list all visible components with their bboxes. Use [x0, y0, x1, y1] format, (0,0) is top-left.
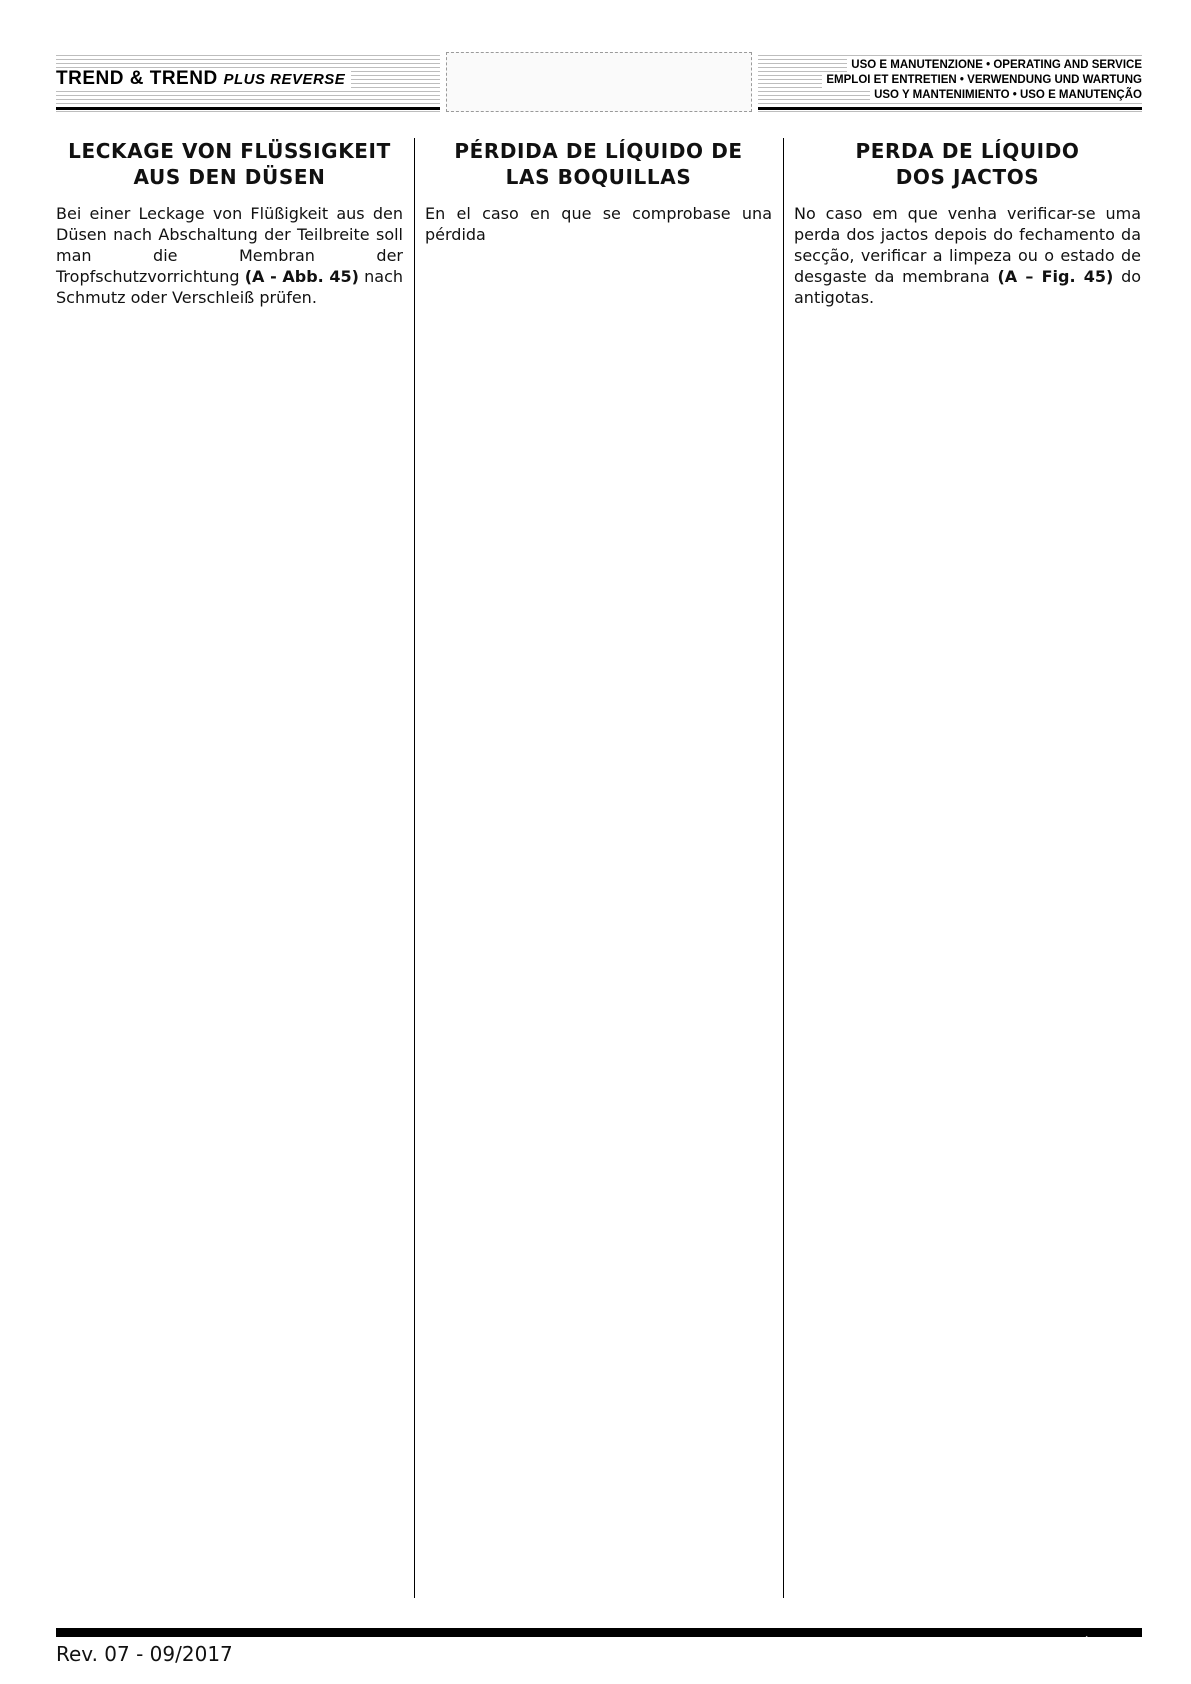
- body-text: do antigotas.: [794, 267, 1142, 307]
- body-text: nach Schmutz oder Verschleiß prüfen.: [56, 267, 404, 307]
- column-divider: [783, 138, 784, 1598]
- product-title-main: TREND & TREND: [56, 68, 224, 89]
- figure-reference: (A – Fig. 45): [997, 267, 1114, 286]
- product-title-suffix: PLUS REVERSE: [223, 71, 346, 88]
- section-title-line: LAS BOQUILLAS: [505, 165, 692, 189]
- revision-label: Rev. 07 - 09/2017: [56, 1642, 233, 1666]
- section-title-line: DOS JACTOS: [895, 165, 1040, 189]
- logo-placeholder: [446, 52, 752, 112]
- body-text-spanish: [425, 203, 772, 245]
- section-title-line: PERDA DE LÍQUIDO: [855, 139, 1080, 163]
- body-text-german: [56, 203, 403, 308]
- body-text: Bei einer Leckage von Flüßigkeit aus den Düsen nach Abschaltung der Teilbreite soll man die Membran der Tropfschutzvorrichtung: [56, 204, 403, 286]
- section-title-line: LECKAGE VON FLÜSSIGKEIT: [68, 139, 391, 163]
- section-title-line: PÉRDIDA DE LÍQUIDO DE: [454, 139, 743, 163]
- section-title-spanish: [425, 138, 772, 190]
- header-left-rule: [56, 107, 440, 110]
- body-text: En el caso en que se comprobase una pérdida: [425, 204, 772, 244]
- section-title-line: AUS DEN DÜSEN: [133, 165, 326, 189]
- body-text: No caso em que venha verificar-se uma perda dos jactos depois do fechamento da secção, verificar a limpeza ou o estado de desgaste da membrana: [794, 204, 1141, 286]
- footer-rule-end: [1084, 1628, 1142, 1637]
- manual-line: USO E MANUTENZIONE • OPERATING AND SERVICE: [847, 58, 1142, 73]
- section-title-portuguese: [794, 138, 1141, 190]
- header-product-band: [56, 52, 440, 112]
- page-header: [56, 52, 1142, 116]
- footer-rule: [56, 1628, 1096, 1637]
- manual-line: USO Y MANTENIMIENTO • USO E MANUTENÇÃO: [870, 88, 1142, 103]
- manual-lines: [822, 58, 1142, 103]
- column-spanish: [425, 138, 772, 245]
- section-title-german: [56, 138, 403, 190]
- header-right-rule: [758, 107, 1142, 110]
- column-divider: [414, 138, 415, 1598]
- column-german: [56, 138, 403, 308]
- header-manual-band: [758, 52, 1142, 112]
- product-title: [56, 68, 351, 90]
- manual-line: EMPLOI ET ENTRETIEN • VERWENDUNG UND WARTUNG: [822, 73, 1142, 88]
- figure-reference: (A - Abb. 45): [244, 267, 359, 286]
- column-portuguese: [794, 138, 1141, 308]
- body-text-portuguese: [794, 203, 1141, 308]
